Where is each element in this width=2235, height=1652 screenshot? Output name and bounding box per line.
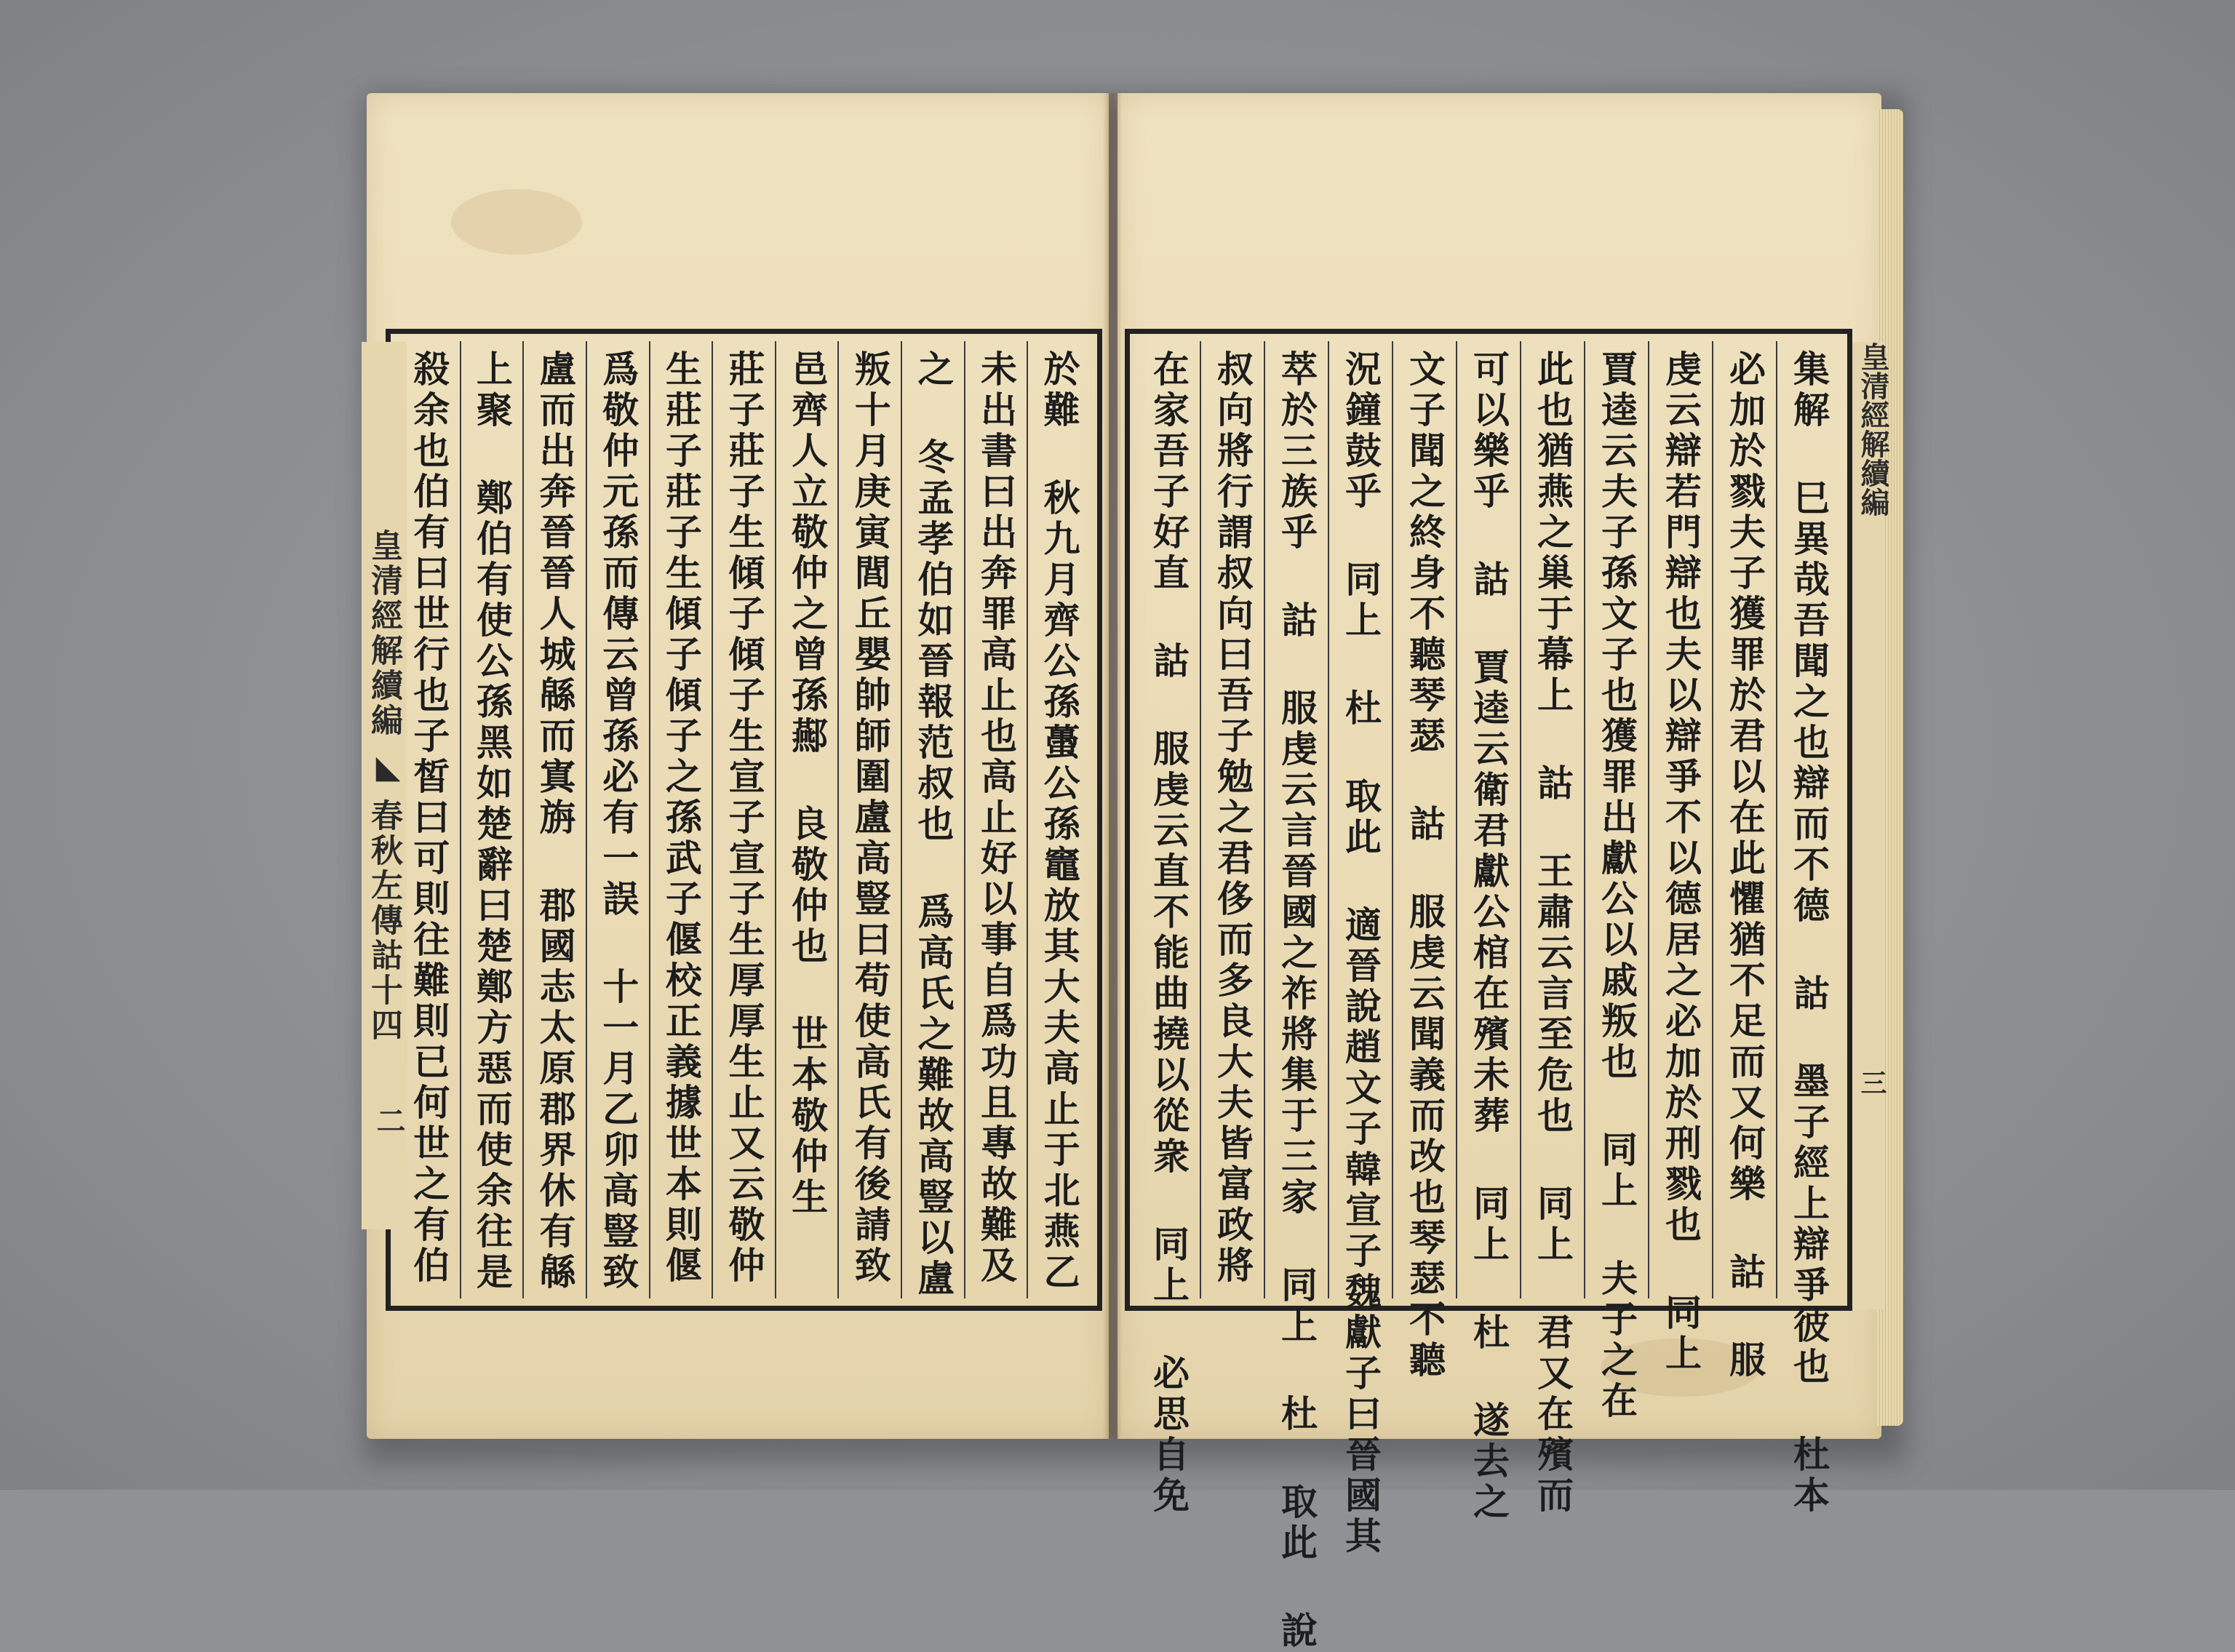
- text-column: [1456, 341, 1520, 1523]
- column-text: 莊子莊子生傾子傾子生宣子宣子生厚厚生止又云敬仲: [722, 350, 766, 1287]
- column-text: 虔云辯若門辯也夫以辯爭不以德居之必加於刑戮也 同上: [1660, 350, 1702, 1375]
- text-column: [901, 341, 964, 1298]
- text-column: [522, 341, 586, 1298]
- column-text: 爲敬仲元孫而傳云曾孫必有一誤 十一月乙卯高豎致: [597, 350, 640, 1293]
- folio-number: 二: [372, 1106, 406, 1135]
- text-column: [1027, 341, 1090, 1298]
- text-column: [1264, 341, 1328, 1652]
- paper-stain: [451, 189, 582, 255]
- text-column: [964, 341, 1027, 1298]
- text-column: [775, 341, 838, 1298]
- text-column: [1520, 341, 1584, 1517]
- text-column: [837, 341, 901, 1298]
- column-text: 之 冬孟孝伯如晉報范叔也 爲高氏之難故高豎以盧: [912, 350, 955, 1300]
- book-gutter: [1103, 93, 1122, 1439]
- text-column: [460, 341, 523, 1298]
- left-text-frame: [386, 329, 1102, 1311]
- column-text: 萃於三族乎 詁 服虔云言晉國之祚將集于三家 同上 杜 取此 說: [1275, 350, 1318, 1652]
- left-margin-title: [362, 342, 407, 1229]
- column-text: 況鐘鼓乎 同上 杜 取此 適晉說趙文子韓宣子魏獻子曰晉國其: [1339, 350, 1382, 1557]
- text-column: [1200, 341, 1264, 1298]
- column-text: 文子聞之終身不聽琴瑟 詁 服虔云聞義而改也琴瑟不聽: [1403, 350, 1446, 1381]
- text-column: [649, 341, 712, 1298]
- column-text: 盧而出奔晉晉人城緜而寘旃 郡國志太原郡界休有緜: [533, 350, 577, 1293]
- text-column: [1776, 341, 1840, 1517]
- column-text: 叔向將行謂叔向曰吾子勉之君侈而多良大夫皆富政將: [1211, 350, 1254, 1287]
- column-text: 上聚 鄭伯有使公孫黑如楚辭曰楚鄭方惡而使余往是: [470, 350, 514, 1293]
- column-text: 在家吾子好直 詁 服虔云直不能曲撓以從衆 同上 必思自免: [1147, 350, 1190, 1517]
- text-column: [1392, 341, 1456, 1381]
- right-columns: [1137, 341, 1840, 1652]
- text-column: [398, 341, 460, 1298]
- column-text: 於難 秋九月齊公孫蠆公孫竈放其大夫高止于北燕乙: [1037, 350, 1081, 1293]
- column-text: 可以樂乎 詁 賈逵云衛君獻公棺在殯未葬 同上 杜 遂去之: [1467, 350, 1510, 1523]
- column-text: 邑齊人立敬仲之曾孫酀 良敬仲也 世本敬仲生: [786, 350, 829, 1218]
- folio-number: 三: [1857, 1069, 1887, 1096]
- column-text: 必加於戮夫子獲罪於君以在此懼猶不足而又何樂 詁 服: [1724, 350, 1766, 1381]
- column-text: 集解 巳異哉吾聞之也辯而不德 詁 墨子經上辯爭彼也 杜本: [1788, 350, 1830, 1517]
- column-text: 未出書曰出奔罪高止也高止好以事自爲功且專故難及: [975, 350, 1019, 1287]
- column-text: 生莊子莊子生傾子傾子之孫武子偃校正義據世本則偃: [659, 350, 703, 1287]
- text-column: [1712, 341, 1776, 1381]
- column-text: 賈逵云夫子孫文子也獲罪出獻公以戚叛也 同上 夫子之在: [1595, 350, 1638, 1422]
- chapter-title: 春秋左傳詁十四: [365, 798, 402, 1043]
- text-column: [1328, 341, 1392, 1557]
- text-column: [712, 341, 775, 1298]
- text-column: [1137, 341, 1200, 1517]
- book-title: 皇清經解續編: [365, 528, 402, 738]
- text-column: [1648, 341, 1712, 1375]
- right-margin-title: [1852, 342, 1890, 1309]
- book-title: 皇清經解續編: [1856, 342, 1890, 516]
- column-text: 此也猶燕之巢于幕上 詁 王肅云言至危也 同上 君又在殯而: [1531, 350, 1574, 1517]
- title-separator-icon: ◣: [370, 748, 407, 789]
- right-text-frame: [1125, 329, 1852, 1652]
- column-text: 叛十月庚寅閭丘嬰帥師圍盧高豎曰苟使高氏有後請致: [848, 350, 892, 1287]
- text-column: [1584, 341, 1648, 1422]
- text-column: [586, 341, 649, 1298]
- column-text: 殺余也伯有曰世行也子皙曰可則往難則已何世之有伯: [407, 350, 451, 1287]
- left-columns: [398, 341, 1090, 1298]
